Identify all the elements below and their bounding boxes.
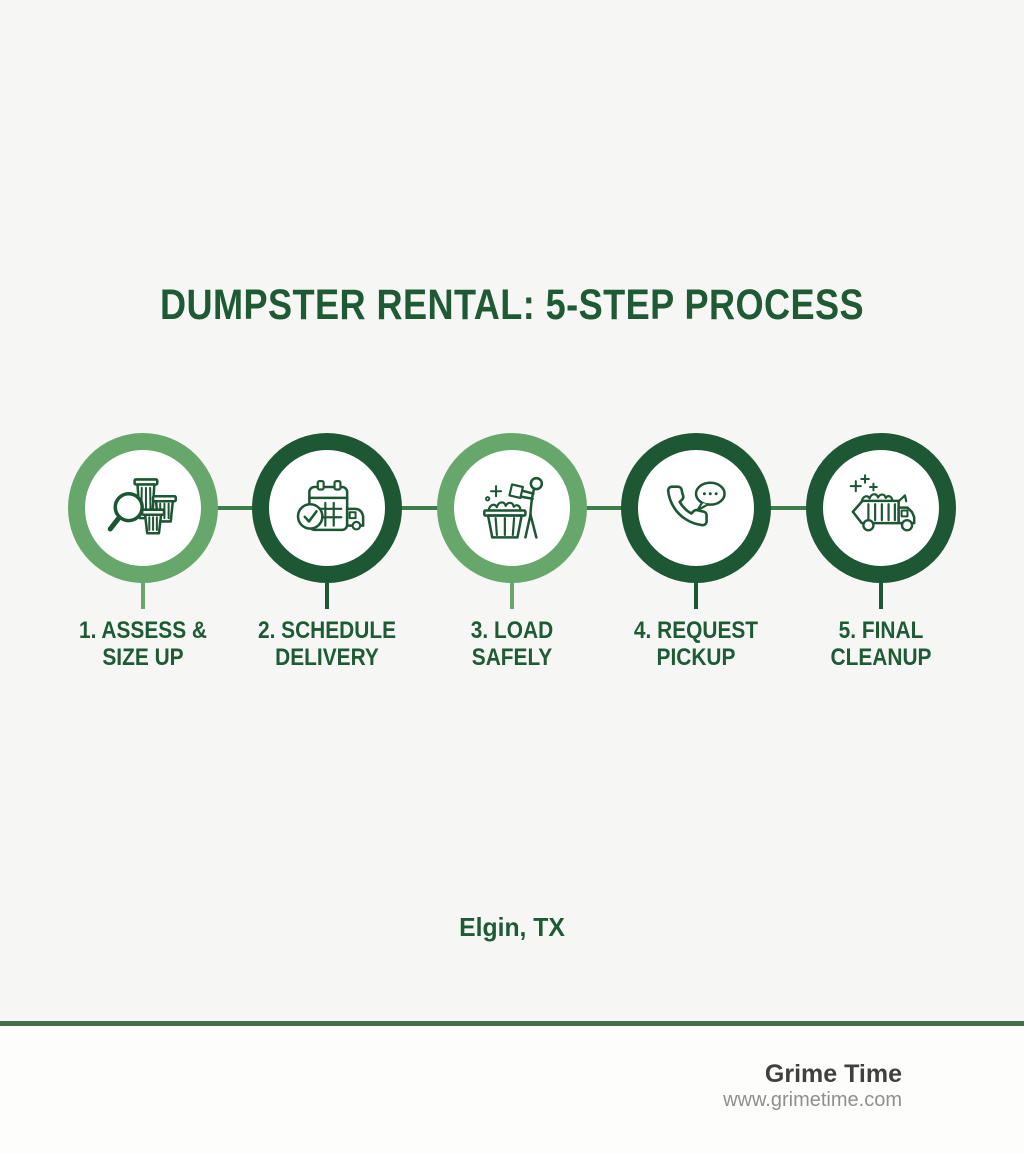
step-5-label: 5. FINAL CLEANUP: [830, 617, 932, 671]
step-4-tick: [694, 583, 698, 609]
clean-dump-truck-icon: [839, 466, 923, 550]
phone-chat-icon: [654, 466, 738, 550]
brand-website: www.grimetime.com: [723, 1089, 902, 1111]
page-title: DUMPSTER RENTAL: 5-STEP PROCESS: [159, 281, 865, 329]
step-3-load: [422, 433, 602, 671]
step-5-final: [791, 433, 971, 671]
step-2-tick: [325, 583, 329, 609]
brand-block: [723, 1060, 902, 1112]
step-5-tick: [879, 583, 883, 609]
step-3-tick: [510, 583, 514, 609]
step-1-circle: [68, 433, 218, 583]
location-text: Elgin, TX: [459, 912, 565, 942]
step-3-label: 3. LOAD SAFELY: [470, 617, 554, 671]
step-2-label: 2. SCHEDULE DELIVERY: [257, 617, 397, 671]
step-5-circle: [806, 433, 956, 583]
calendar-truck-icon: [285, 466, 369, 550]
magnifier-dumpsters-icon: [101, 466, 185, 550]
step-4-label: 4. REQUEST PICKUP: [633, 617, 759, 671]
brand-name: Grime Time: [764, 1060, 902, 1088]
step-1-label: 1. ASSESS & SIZE UP: [78, 617, 208, 671]
person-loading-dumpster-icon: [470, 466, 554, 550]
step-1-tick: [141, 583, 145, 609]
step-1-assess: [53, 433, 233, 671]
step-4-request: [606, 433, 786, 671]
step-2-circle: [252, 433, 402, 583]
step-2-schedule: [237, 433, 417, 671]
step-3-circle: [437, 433, 587, 583]
step-4-circle: [621, 433, 771, 583]
